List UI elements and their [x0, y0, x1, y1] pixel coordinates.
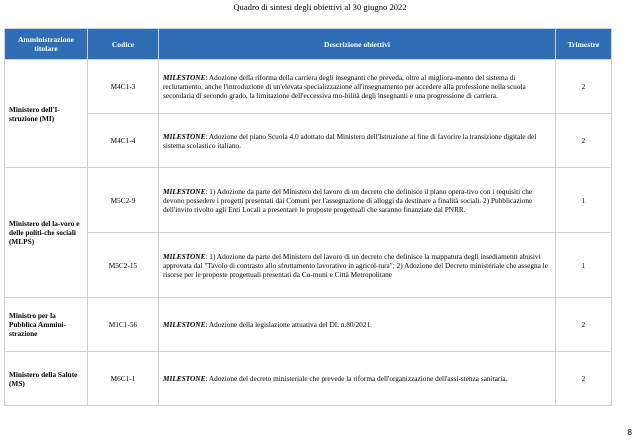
- description-text: : Adozione della riforma della carriera degli insegnanti che preveda, oltre al migliora-mento del sistema di reclutamento, anche l'introduzione di un'elevata specializzazione all'insegnamento per accedere alla professione nella scuola secondaria di secondo grado, la limitazione dell'eccessiva mo-bilità degli insegnanti e una progressione di carriera.: [163, 73, 526, 100]
- quarter-cell: 2: [556, 60, 612, 114]
- code-cell: M5C2-9: [88, 168, 159, 233]
- description-cell: [159, 114, 556, 168]
- description-cell: [159, 352, 556, 406]
- quarter-cell: 1: [556, 233, 612, 298]
- admin-cell: Ministero del la-voro e delle politi-che sociali (MLPS): [5, 168, 88, 298]
- page-title: Quadro di sintesi degli obiettivi al 30 giugno 2022: [233, 2, 407, 12]
- header-code: Codice: [88, 29, 159, 60]
- quarter-cell: 2: [556, 114, 612, 168]
- code-cell: M4C1-3: [88, 60, 159, 114]
- description-cell: [159, 298, 556, 352]
- table-row: [5, 60, 612, 114]
- table-row: [5, 233, 612, 298]
- table-row: [5, 352, 612, 406]
- admin-cell: Ministero della Salute (MS): [5, 352, 88, 406]
- milestone-label: MILESTONE: [163, 320, 206, 329]
- milestone-label: MILESTONE: [163, 186, 206, 196]
- header-description: Descrizione obiettivi: [159, 29, 556, 60]
- header-quarter: Trimestre: [556, 29, 612, 60]
- table-row: [5, 114, 612, 168]
- description-text: : Adozione della legislazione attuativa del DL n.80/2021.: [205, 320, 372, 329]
- admin-cell: Ministero dell'I-struzione (MI): [5, 60, 88, 168]
- milestone-label: MILESTONE: [163, 73, 206, 82]
- milestone-label: MILESTONE: [163, 374, 206, 383]
- description-text: : 1) Adozione da parte del Ministero del lavoro di un decreto che definisce il piano opera-tivo con i requisiti che devono possedere i progetti presentati dai Comuni per l'assegnazione di alloggi da destinare a finalità sociali. 2) Pubblicazione dell'invito rivolto agli Enti Locali a presentare le proposte progettuali che saranno finanziate dal PNRR.: [163, 186, 533, 214]
- page-number: 8: [627, 428, 632, 437]
- quarter-cell: 1: [556, 168, 612, 233]
- description-text: : Adozione del decreto ministeriale che prevede la riforma dell'organizzazione dell'assi-stenza sanitaria.: [205, 374, 508, 383]
- table-row: [5, 168, 612, 233]
- code-cell: M6C1-1: [88, 352, 159, 406]
- table-row: [5, 298, 612, 352]
- code-cell: M1C1-56: [88, 298, 159, 352]
- table-header-row: [5, 29, 612, 60]
- code-cell: M5C2-15: [88, 233, 159, 298]
- quarter-cell: 2: [556, 298, 612, 352]
- milestone-label: MILESTONE: [163, 131, 206, 141]
- admin-cell: Ministro per la Pubblica Ammini-strazione: [5, 298, 88, 352]
- milestone-label: MILESTONE: [163, 251, 206, 261]
- description-cell: [159, 168, 556, 233]
- description-cell: [159, 60, 556, 114]
- quarter-cell: 2: [556, 352, 612, 406]
- description-cell: [159, 233, 556, 298]
- description-text: : 1) Adozione da parte del Ministero del lavoro di un decreto che definisce la mappatura degli insediamenti abusivi approvata dal "Tavolo di contrasto allo sfruttamento lavorativo in agricol-tura"; 2) Adozione del Decreto ministeriale che assegna le risorse per le proposte progettuali presentati da Co-muni e Città Metropolitane: [163, 251, 548, 279]
- objectives-table: [4, 28, 612, 406]
- code-cell: M4C1-4: [88, 114, 159, 168]
- header-admin: Amministrazione titolare: [5, 29, 88, 60]
- description-text: : Adozione del piano Scuola 4.0 adottato dal Ministero dell'Istruzione al fine di favorire la transizione digitale del sistema scolastico italiano.: [163, 131, 537, 150]
